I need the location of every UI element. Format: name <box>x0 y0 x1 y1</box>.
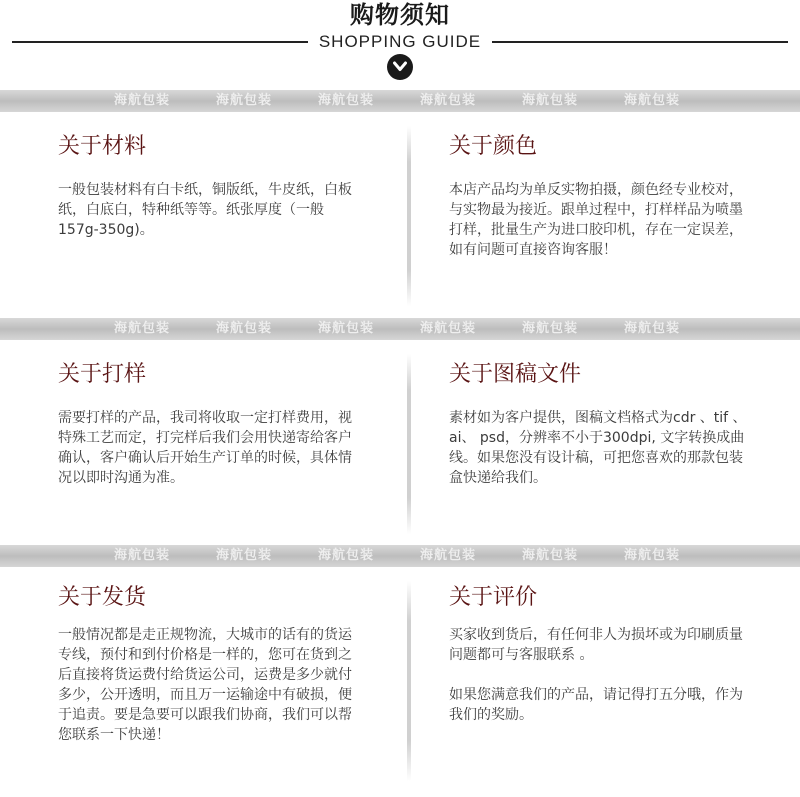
subtitle-row <box>0 30 800 54</box>
column-separator <box>407 126 411 306</box>
divider-right <box>492 41 788 43</box>
info-panel <box>10 567 790 797</box>
page-title: 购物须知 <box>350 1 450 29</box>
section-text: 买家收到货后，有任何非人为损坏或为印刷质量问题都可与客服联系 。 <box>449 627 743 663</box>
section-sampling <box>58 360 363 488</box>
section-title: 关于材料 <box>58 134 147 159</box>
watermark-text: 海航包装 <box>522 548 579 563</box>
page-subtitle: SHOPPING GUIDE <box>318 32 482 51</box>
watermark-text: 海航包装 <box>216 548 273 563</box>
section-color <box>449 132 749 260</box>
watermark-text: 海航包装 <box>624 93 681 108</box>
watermark-text: 海航包装 <box>420 93 477 108</box>
watermark-text: 海航包装 <box>420 321 477 336</box>
watermark-band <box>0 90 800 112</box>
watermark-text: 海航包装 <box>624 321 681 336</box>
watermark-text: 海航包装 <box>114 93 171 108</box>
section-title: 关于评价 <box>449 585 538 610</box>
section-text: 一般情况都是走正规物流，大城市的话有的货运专线，预付和到付价格是一样的，您可在货到之后直接将货运费付给货运公司，运费是多少就付多少，公开透明，而且万一运输途中有破损，便于追责。要是急要可以跟我们协商，我们可以帮您联系一下快递！ <box>58 627 352 743</box>
watermark-text: 海航包装 <box>624 548 681 563</box>
watermark-text: 海航包装 <box>318 93 375 108</box>
info-panel <box>10 112 790 318</box>
section-text: 素材如为客户提供，图稿文档格式为cdr 、tif 、ai、 psd，分辨率不小于300dpi, 文字转换成曲线。如果您没有设计稿，可把您喜欢的那款包装盒快递给我们。 <box>449 410 747 486</box>
section-title: 关于图稿文件 <box>449 362 582 387</box>
section-shipping <box>58 583 358 745</box>
info-panel <box>10 340 790 545</box>
section-text: 需要打样的产品，我司将收取一定打样费用，视特殊工艺而定，打完样后我们会用快递寄给客户确认，客户确认后开始生产订单的时候，具体情况以即时沟通为准。 <box>58 410 352 486</box>
section-artwork <box>449 360 749 488</box>
section-title: 关于打样 <box>58 362 147 387</box>
watermark-text: 海航包装 <box>114 548 171 563</box>
watermark-band <box>0 318 800 340</box>
divider-left <box>12 41 308 43</box>
section-text: 本店产品均为单反实物拍摄，颜色经专业校对，与实物最为接近。跟单过程中，打样样品为喷墨打样，批量生产为进口胶印机，存在一定误差，如有问题可直接咨询客服！ <box>449 182 743 258</box>
page-header <box>0 0 800 90</box>
section-review <box>449 583 749 725</box>
section-materials <box>58 132 363 240</box>
section-text-secondary: 如果您满意我们的产品，请记得打五分哦，作为我们的奖励。 <box>449 687 743 723</box>
column-separator <box>407 581 411 781</box>
watermark-text: 海航包装 <box>420 548 477 563</box>
watermark-text: 海航包装 <box>216 93 273 108</box>
chevron-down-icon <box>387 54 413 80</box>
watermark-text: 海航包装 <box>522 93 579 108</box>
watermark-text: 海航包装 <box>522 321 579 336</box>
watermark-text: 海航包装 <box>114 321 171 336</box>
watermark-text: 海航包装 <box>216 321 273 336</box>
watermark-text: 海航包装 <box>318 321 375 336</box>
watermark-band <box>0 545 800 567</box>
column-separator <box>407 354 411 534</box>
section-text: 一般包装材料有白卡纸，铜版纸，牛皮纸，白板纸，白底白，特种纸等等。纸张厚度（一般157g-350g)。 <box>58 182 352 238</box>
section-title: 关于颜色 <box>449 134 538 159</box>
watermark-text: 海航包装 <box>318 548 375 563</box>
section-title: 关于发货 <box>58 585 147 610</box>
